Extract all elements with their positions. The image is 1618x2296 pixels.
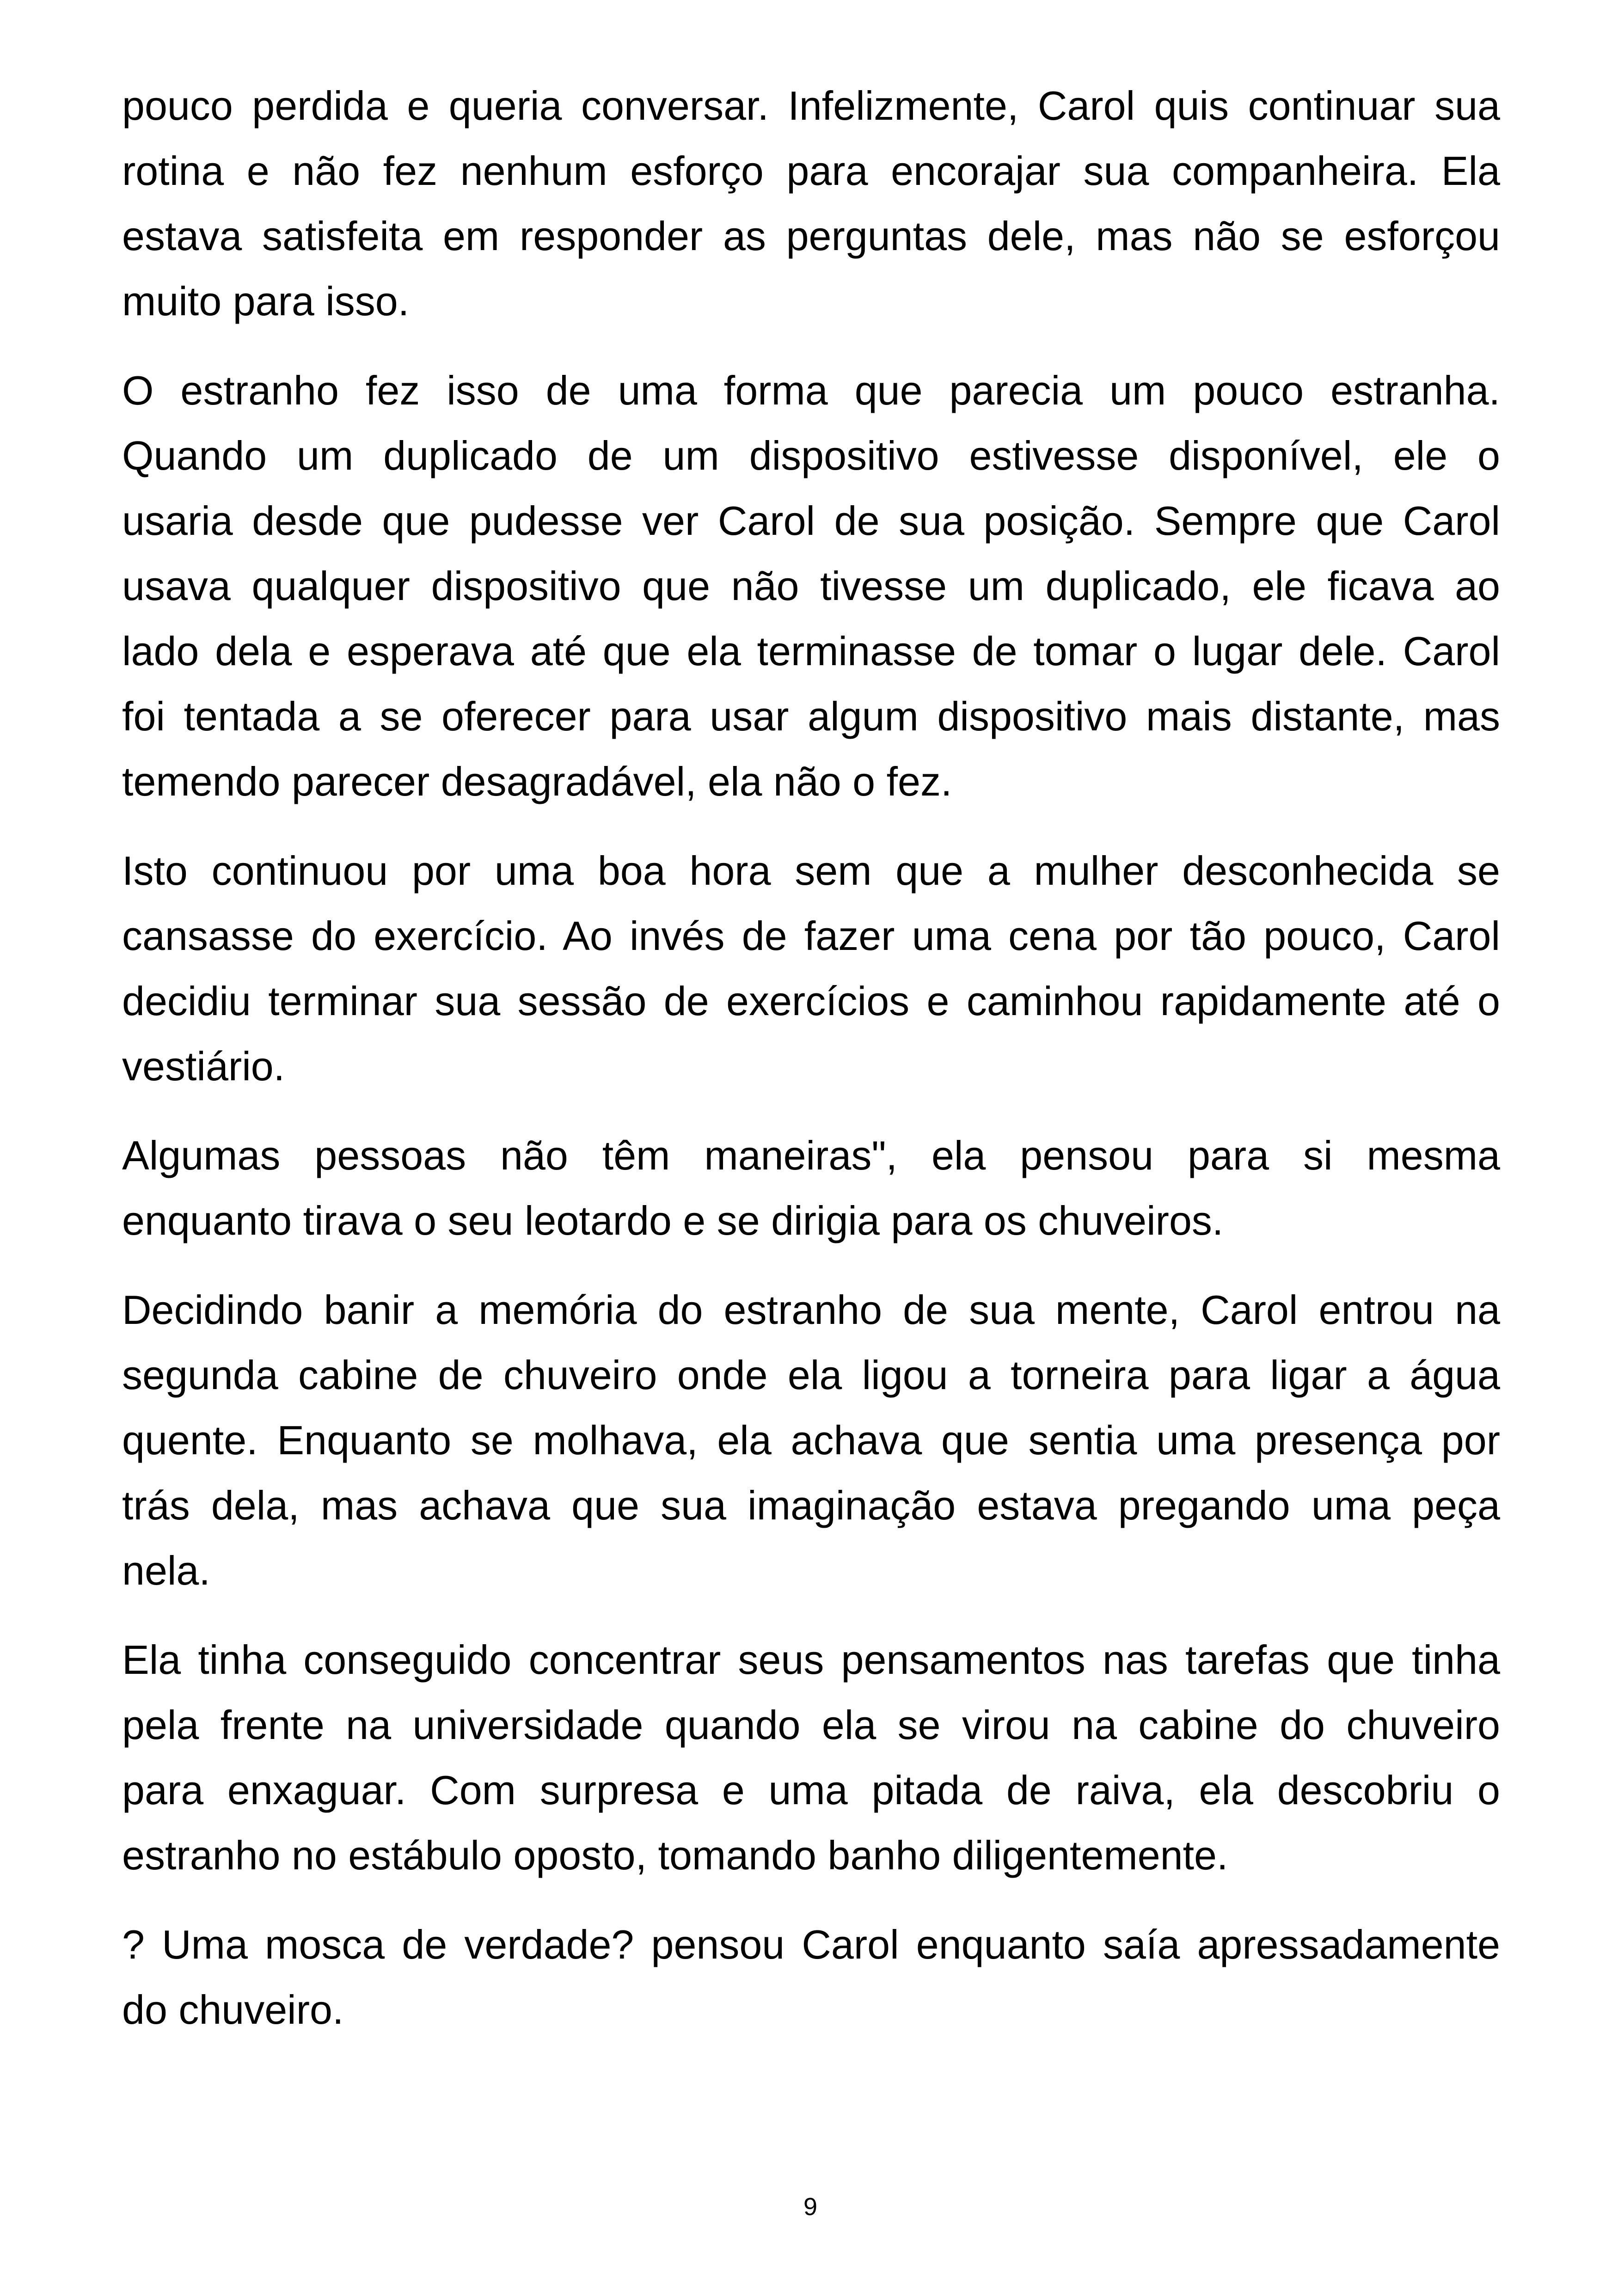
text-line: lado dela e esperava até que ela terminasse de tomar o lugar dele. Carol: [122, 628, 1500, 674]
text-line: cansasse do exercício. Ao invés de fazer uma cena por tão pouco, Carol: [122, 913, 1500, 959]
text-line: rotina e não fez nenhum esforço para encorajar sua companheira. Ela: [122, 148, 1500, 194]
text-line: decidiu terminar sua sessão de exercícios e caminhou rapidamente até o: [122, 978, 1500, 1024]
text-line: O estranho fez isso de uma forma que parecia um pouco estranha.: [122, 367, 1500, 413]
text-line: segunda cabine de chuveiro onde ela ligou a torneira para ligar a água: [122, 1352, 1500, 1398]
text-line: estava satisfeita em responder as perguntas dele, mas não se esforçou: [122, 213, 1500, 259]
text-line: para enxaguar. Com surpresa e uma pitada de raiva, ela descobriu o: [122, 1767, 1500, 1813]
text-line: temendo parecer desagradável, ela não o fez.: [122, 759, 952, 804]
text-line: usava qualquer dispositivo que não tivesse um duplicado, ele ficava ao: [122, 563, 1500, 609]
text-line: estranho no estábulo oposto, tomando banho diligentemente.: [122, 1832, 1228, 1878]
text-line: pouco perdida e queria conversar. Infelizmente, Carol quis continuar sua: [122, 83, 1500, 129]
text-line: Quando um duplicado de um dispositivo estivesse disponível, ele o: [122, 433, 1500, 478]
text-line: Algumas pessoas não têm maneiras", ela pensou para si mesma: [122, 1133, 1500, 1178]
paragraph: [122, 838, 1500, 1099]
paragraph: [122, 1627, 1500, 1888]
text-line: enquanto tirava o seu leotardo e se dirigia para os chuveiros.: [122, 1198, 1224, 1243]
text-line: quente. Enquanto se molhava, ela achava que sentia uma presença por: [122, 1417, 1500, 1463]
paragraph: [122, 1277, 1500, 1603]
paragraph: [122, 358, 1500, 814]
text-line: Isto continuou por uma boa hora sem que a mulher desconhecida se: [122, 848, 1500, 894]
page-body-text: [122, 73, 1500, 2066]
page-number: 9: [803, 2193, 818, 2221]
paragraph: [122, 73, 1500, 334]
text-line: Decidindo banir a memória do estranho de sua mente, Carol entrou na: [122, 1287, 1500, 1333]
text-line: do chuveiro.: [122, 1987, 344, 2033]
paragraph: [122, 1912, 1500, 2042]
text-line: trás dela, mas achava que sua imaginação estava pregando uma peça: [122, 1482, 1500, 1528]
text-line: foi tentada a se oferecer para usar algum dispositivo mais distante, mas: [122, 693, 1500, 739]
text-line: Ela tinha conseguido concentrar seus pensamentos nas tarefas que tinha: [122, 1637, 1500, 1683]
text-line: usaria desde que pudesse ver Carol de sua posição. Sempre que Carol: [122, 498, 1500, 544]
text-line: nela.: [122, 1548, 210, 1593]
paragraph: [122, 1123, 1500, 1253]
text-line: muito para isso.: [122, 278, 410, 324]
text-line: pela frente na universidade quando ela se virou na cabine do chuveiro: [122, 1702, 1500, 1748]
text-line: vestiário.: [122, 1043, 285, 1089]
text-line: ? Uma mosca de verdade? pensou Carol enquanto saía apressadamente: [122, 1922, 1500, 1967]
